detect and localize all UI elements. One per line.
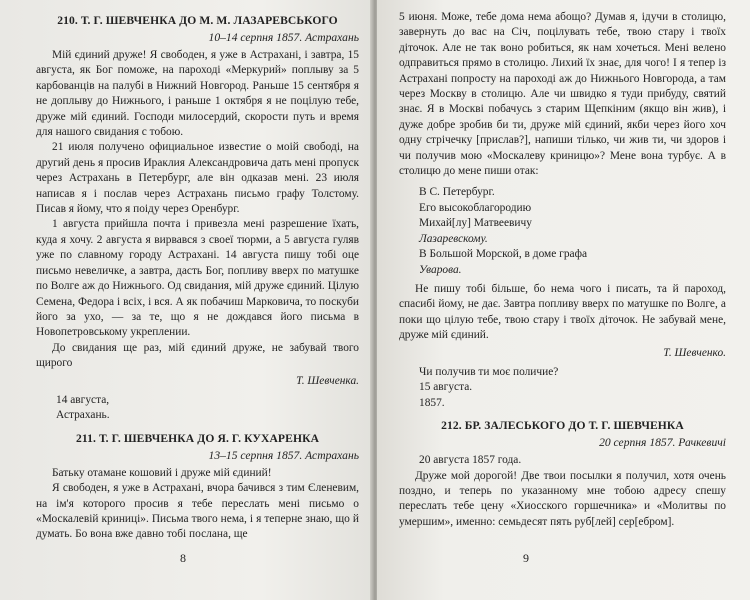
letter-211-closing-year: 1857.	[419, 396, 445, 409]
page-number: 9	[523, 551, 529, 565]
address-line: Михай[лу] Матвеевичу	[419, 217, 532, 230]
address-line: В Большой Морской, в доме графа	[419, 248, 588, 261]
address-line: Лазаревскому.	[419, 232, 488, 245]
letter-210-dateline: 10–14 серпня 1857. Астрахань	[208, 31, 359, 44]
address-line: В С. Петербург.	[419, 186, 495, 199]
address-line: Уварова.	[419, 263, 462, 276]
right-page	[377, 0, 750, 600]
letter-210-paragraph: До свидания ще раз, мій єдиний друже, не забувай твого щирого	[36, 341, 359, 370]
letter-212-date: 20 августа 1857 года.	[419, 454, 522, 467]
letter-210-closing-place: Астрахань.	[56, 409, 110, 422]
letter-211-signature: Т. Шевченко.	[663, 346, 726, 359]
letter-211-closing-date: 15 августа.	[419, 381, 473, 394]
letter-210-paragraph: 21 июля получено официальное известие о моій свободі, на другий день я просив Иракл⁠ия Александровича дать мені пропуск через Астрахань в Петербург, але він одказав мені. 23 июля написав я і послав через Астрахань письмо графу Толстому. Писав я йому, что я поіду через Оренбург.	[36, 141, 359, 216]
letter-211-postscript: Чи получив ти моє поличие?	[419, 365, 559, 378]
letter-210-heading: 210. Т. Г. ШЕВЧЕНКА ДО М. М. ЛАЗАРЕВСЬКОГО	[57, 14, 338, 27]
letter-210-closing-date: 14 августа,	[56, 393, 110, 406]
letter-212-dateline: 20 серпня 1857. Рачкевичі	[599, 436, 726, 450]
letter-211-paragraph: Не пишу тобі більше, бо нема чого і писать, та й пароход, спасибі йому, не дає. Завтра попливу вверх по матушке по Волге, а поки що цілую тебе, твою стару і твоїх діточок. Не забувай мене, друже мій єдиний.	[399, 282, 726, 342]
letter-210-signature: Т. Шевченка.	[296, 374, 359, 387]
left-page	[0, 0, 373, 600]
letter-211-paragraph: Я свободен, я уже в Астрахані, вчора бачився з тим Єленевим, на ім'я которого просив я тебе переслать мені письмо о «Москалевій криниці». Письма твого нема, і я теперне знаю, що й думать. Бо вона вже давно тобі послана, ще	[36, 482, 359, 541]
letter-211-dateline: 13–15 серпня 1857. Астрахань	[208, 448, 359, 462]
letter-210-paragraph: Мій єдиний друже! Я свободен, я уже в Астрахані, і завтра, 15 августа, як Бог поможе, на пароході «Меркурий» поплыву за 5 карбованців на палубі в Нижний Новгород. Раньше 15 сентября я не доплыву до Нижнього, і раньше 1 октября я не поцілую тебе, друже мій єдиний. Господи милосердий, скорости путь и время для нашого свидания с тобою.	[36, 49, 359, 139]
letter-211-paragraph: Батьку отамане кошовий і друже мій єдиний!	[52, 466, 272, 479]
page-number: 8	[180, 551, 186, 565]
address-line: Его высокоблагородию	[419, 201, 532, 214]
letter-210-paragraph: 1 августа прийшла почта і привезла мені разрешение їхать, куда я хочу. 2 августа я вирвався з своеї тюрми, а 5 августа гуляв уже по славному городу Астрахані. 14 августа пишу тобі оце письмо невеличке, а завтра, дасть Бог, попливу вверх по матушке по Волге аж до Нижнього. Од свидания, мій друже єдиний. Цілую Семена, Федора і всіх, і вся. А як побачиш Марковича, то поскуби його за ухо, — за те, що я не дождався його письма в Новопетровському укреплении.	[36, 218, 359, 339]
letter-212-heading: 212. БР. ЗАЛЕСЬКОГО ДО Т. Г. ШЕВЧЕНКА	[441, 419, 684, 433]
address-block	[399, 185, 726, 277]
letter-212-paragraph: Друже мой дорогой! Две твои посылки я получил, хотя очень поздно, и теперь по указанному мне тобою адресу спешу переслать тебе цену «Хиосского горшечника» и «Молитвы по умершим», именно: семьдесят пять руб[лей] сер[ебром].	[399, 469, 726, 528]
letter-211-continued-paragraph: 5 июня. Може, тебе дома нема абощо? Думав я, ідучи в столицю, завернуть до вас на Січ, поцілувать тебе, твою стару і твоїх діточок. Але не так воно робиться, як нам хочеться. Мені велено одправиться прямо в столицю. Лихий їх знає, для чого! І я тепер із Астрахані попросту на пароході аж до Нижнього Новгорода, а там через Москву в столицю. Але чи швидко я туди прибуду, святий знає. Я в Москві побачусь з старим Щепкіним (якщо він жив), і дуже добре зробив би ти, друже мій єдиний, якби через його хоч одну стрічечку [прислав?], напиши тілько, чи жив ти, чи здоров і чи получив мою «Москалеву криницю»? Мене вона турбує. А в столицю до мене пиши отак:	[399, 11, 726, 178]
letter-211-heading: 211. Т. Г. ШЕВЧЕНКА ДО Я. Г. КУХАРЕНКА	[75, 431, 320, 445]
